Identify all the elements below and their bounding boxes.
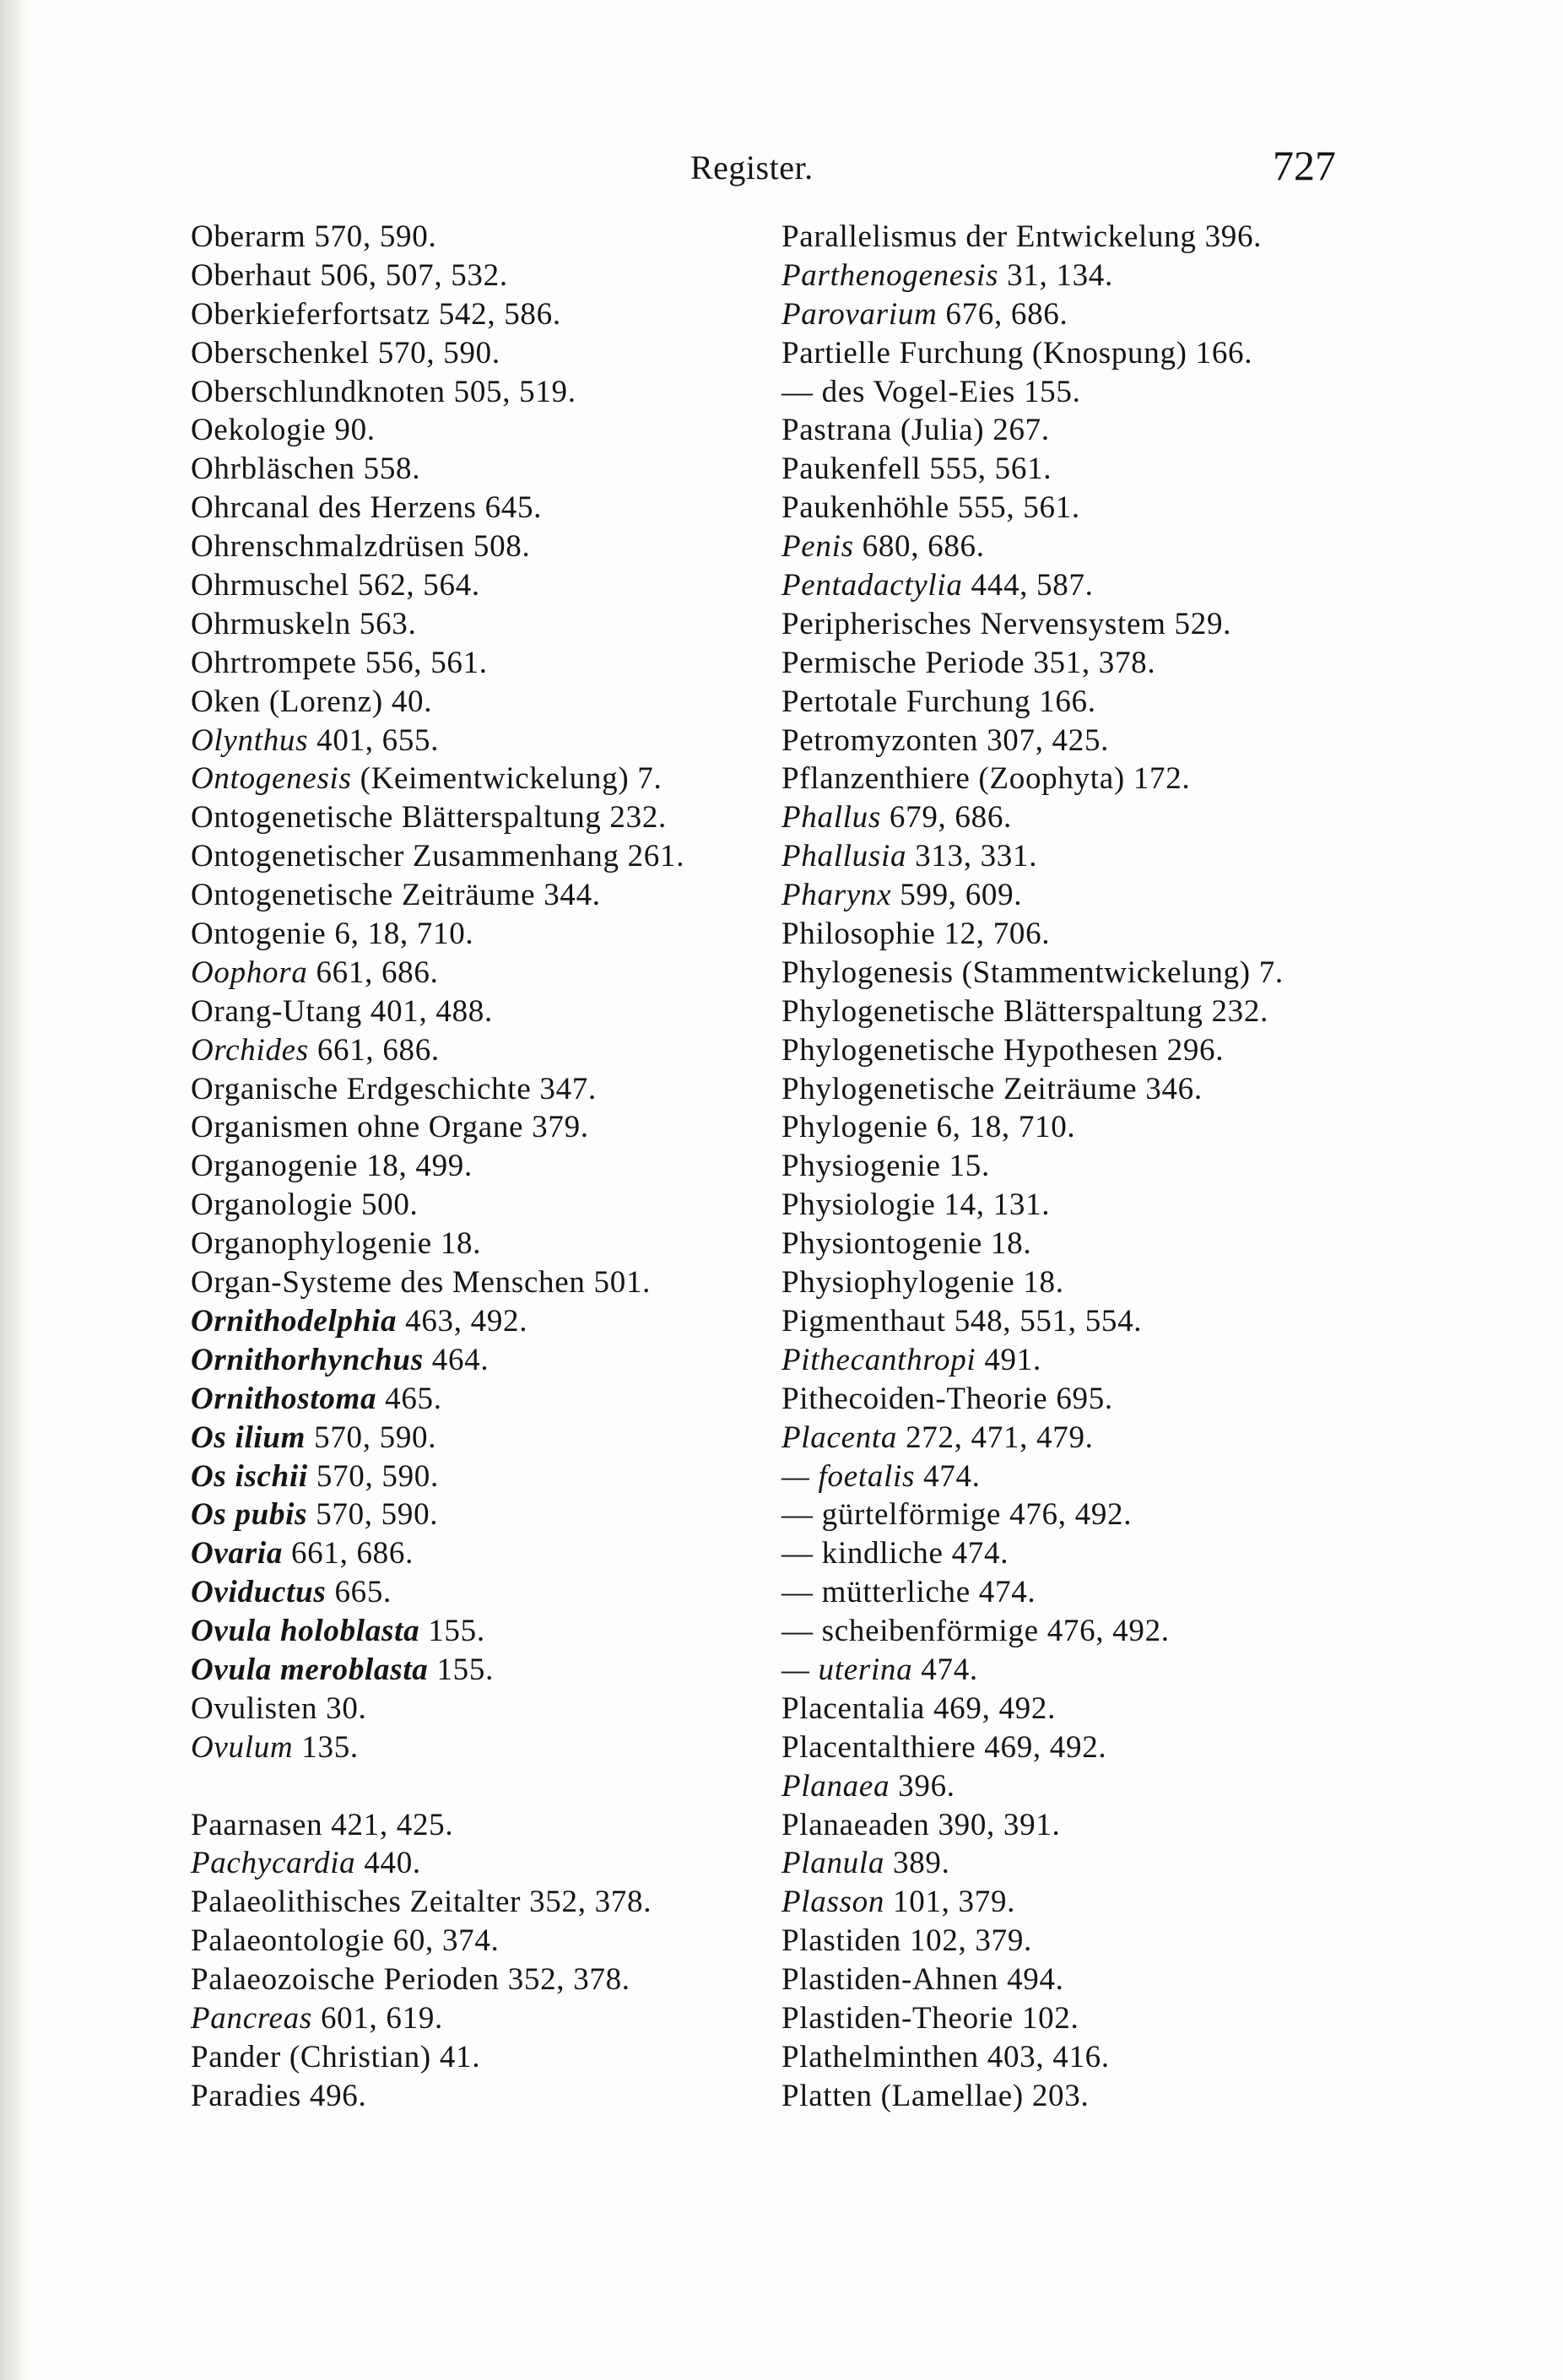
index-term: — mütterliche bbox=[782, 1575, 971, 1610]
index-page-refs: 307, 425. bbox=[987, 722, 1110, 758]
index-term: Pentadactylia bbox=[782, 568, 963, 603]
index-page-refs: 601, 619. bbox=[320, 2000, 443, 2036]
index-page-refs: 529. bbox=[1174, 606, 1232, 641]
index-page-refs: 346. bbox=[1145, 1071, 1203, 1106]
index-term: Physiogenie bbox=[782, 1149, 941, 1184]
index-page-refs: 403, 416. bbox=[987, 2039, 1110, 2074]
index-page-refs: 599, 609. bbox=[900, 878, 1023, 913]
index-entry bbox=[191, 1263, 798, 1302]
index-entry bbox=[191, 954, 798, 993]
index-page-refs: 6, 18, 710. bbox=[334, 917, 474, 952]
index-entry bbox=[782, 1806, 1389, 1845]
index-term: Palaeozoische Perioden bbox=[191, 1962, 500, 1998]
index-entry bbox=[782, 2077, 1389, 2116]
index-term: Ovula meroblasta bbox=[191, 1652, 429, 1687]
index-term: Oberkieferfortsatz bbox=[191, 296, 430, 332]
index-term: Platten (Lamellae) bbox=[782, 2078, 1024, 2113]
index-page-refs: (Keimentwickelung) 7. bbox=[360, 761, 663, 797]
index-page-refs: 401, 655. bbox=[316, 722, 440, 758]
index-page-refs: 18. bbox=[1023, 1265, 1064, 1301]
index-entry bbox=[191, 1225, 798, 1263]
index-entry bbox=[782, 1573, 1389, 1612]
index-entry bbox=[782, 1612, 1389, 1651]
index-page-refs: 562, 564. bbox=[357, 568, 480, 603]
index-page-refs: 508. bbox=[473, 529, 531, 565]
index-page-refs: 41. bbox=[439, 2039, 481, 2074]
index-term: Plathelminthen bbox=[782, 2039, 979, 2074]
index-page-refs: 272, 471, 479. bbox=[906, 1420, 1094, 1455]
index-term: Organismen ohne Organe bbox=[191, 1110, 524, 1145]
index-term: — des Vogel-Eies bbox=[782, 374, 1016, 409]
index-page-refs: 500. bbox=[360, 1187, 419, 1223]
index-entry bbox=[782, 373, 1389, 412]
index-entry bbox=[782, 1108, 1389, 1147]
index-term: Phylogenetische Hypothesen bbox=[782, 1032, 1159, 1068]
index-page-refs: 6, 18, 710. bbox=[936, 1110, 1076, 1145]
index-page-refs: 661, 686. bbox=[316, 1032, 440, 1068]
index-term: Olynthus bbox=[191, 722, 309, 758]
index-entry bbox=[782, 954, 1389, 993]
index-page-refs: 267. bbox=[992, 413, 1050, 448]
index-page-refs: 501. bbox=[593, 1265, 652, 1301]
index-term: Ontogenie bbox=[191, 917, 327, 952]
index-page-refs: 352, 378. bbox=[529, 1885, 652, 1920]
index-term: Oviductus bbox=[191, 1575, 327, 1610]
index-term: Plastiden-Theorie bbox=[782, 2000, 1014, 2036]
index-term: Oekologie bbox=[191, 413, 327, 448]
page-header bbox=[0, 139, 1563, 198]
index-page-refs: 18. bbox=[990, 1226, 1032, 1262]
index-page-refs: 463, 492. bbox=[405, 1303, 528, 1339]
index-term: Placentalthiere bbox=[782, 1729, 976, 1765]
index-entry bbox=[191, 760, 798, 798]
index-entry bbox=[782, 722, 1389, 760]
index-entry bbox=[191, 1496, 798, 1534]
index-letter-gap bbox=[191, 1767, 798, 1806]
index-page-refs: 474. bbox=[978, 1575, 1036, 1610]
index-term: Ontogenetische Blätterspaltung bbox=[191, 800, 602, 836]
index-term: Petromyzonten bbox=[782, 722, 979, 758]
index-page-refs: 18. bbox=[440, 1226, 482, 1262]
index-term: Parthenogenesis bbox=[782, 257, 999, 293]
index-entry bbox=[782, 798, 1389, 837]
index-entry bbox=[782, 1534, 1389, 1573]
index-entry bbox=[191, 373, 798, 412]
index-term: Organologie bbox=[191, 1187, 353, 1223]
index-entry bbox=[782, 334, 1389, 373]
index-term: Pachycardia bbox=[191, 1846, 356, 1881]
index-page-refs: 261. bbox=[627, 839, 685, 874]
index-term: Ohrbläschen bbox=[191, 452, 355, 487]
index-entry bbox=[191, 1108, 798, 1147]
index-page-refs: 203. bbox=[1031, 2078, 1090, 2113]
index-entry bbox=[191, 1806, 798, 1845]
index-term: Os pubis bbox=[191, 1497, 308, 1533]
index-term: — gürtelförmige bbox=[782, 1497, 1002, 1533]
index-entry bbox=[782, 1496, 1389, 1534]
index-term: Pharynx bbox=[782, 878, 892, 913]
index-entry bbox=[782, 1147, 1389, 1186]
index-entry bbox=[191, 1070, 798, 1109]
index-entry bbox=[191, 1690, 798, 1728]
index-term: Phallusia bbox=[782, 839, 907, 874]
index-page-refs: 476, 492. bbox=[1009, 1497, 1133, 1533]
index-page-refs: 494. bbox=[1007, 1962, 1064, 1998]
index-page-refs: 679, 686. bbox=[889, 800, 1012, 836]
index-entry bbox=[191, 295, 798, 334]
index-entry bbox=[782, 1651, 1389, 1690]
running-head: Register. bbox=[690, 149, 814, 187]
index-term: Pithecanthropi bbox=[782, 1342, 976, 1377]
index-entry bbox=[191, 1302, 798, 1341]
index-page-refs: 421, 425. bbox=[331, 1807, 454, 1842]
index-term: Placenta bbox=[782, 1420, 898, 1455]
index-term: Pflanzenthiere (Zoophyta) bbox=[782, 761, 1125, 797]
index-term: Ontogenesis bbox=[191, 761, 352, 797]
index-page-refs: 379. bbox=[532, 1110, 589, 1145]
index-term: Ovaria bbox=[191, 1536, 284, 1571]
index-entry bbox=[782, 566, 1389, 605]
index-page-refs: 695. bbox=[1056, 1381, 1113, 1416]
index-term: Palaeontologie bbox=[191, 1923, 385, 1959]
index-entry bbox=[782, 1961, 1389, 1999]
index-page-refs: 542, 586. bbox=[438, 296, 561, 332]
index-term: Paukenfell bbox=[782, 452, 922, 487]
index-term: Paarnasen bbox=[191, 1807, 323, 1842]
index-term: Parallelismus der Entwickelung bbox=[782, 219, 1197, 254]
index-page-refs: 60, 374. bbox=[392, 1923, 500, 1959]
index-page-refs: 548, 551, 554. bbox=[954, 1303, 1143, 1339]
index-term: Ohrcanal des Herzens bbox=[191, 490, 477, 526]
index-page-refs: 313, 331. bbox=[915, 839, 1038, 874]
index-term: Ornithodelphia bbox=[191, 1303, 398, 1339]
index-entry bbox=[782, 1186, 1389, 1225]
index-page-refs: 444, 587. bbox=[971, 568, 1094, 603]
index-page-refs: 389. bbox=[893, 1846, 950, 1881]
index-entry bbox=[782, 1419, 1389, 1458]
index-entry bbox=[782, 1302, 1389, 1341]
index-entry bbox=[782, 876, 1389, 915]
index-page-refs: 396. bbox=[898, 1768, 955, 1804]
index-entry bbox=[191, 218, 798, 257]
index-entry bbox=[782, 1999, 1389, 2038]
index-term: Ornithostoma bbox=[191, 1381, 377, 1416]
index-entry bbox=[782, 1263, 1389, 1302]
index-term: Philosophie bbox=[782, 917, 936, 952]
index-entry bbox=[782, 760, 1389, 798]
index-entry bbox=[191, 915, 798, 954]
index-term: Ontogenetische Zeiträume bbox=[191, 878, 536, 913]
index-page-refs: 496. bbox=[309, 2078, 367, 2113]
index-term: — uterina bbox=[782, 1652, 913, 1687]
index-page-refs: 351, 378. bbox=[1033, 645, 1156, 680]
index-entry bbox=[782, 1922, 1389, 1961]
index-entry bbox=[782, 1070, 1389, 1109]
index-term: Ornithorhynchus bbox=[191, 1342, 424, 1377]
index-page-refs: 14, 131. bbox=[944, 1187, 1051, 1223]
index-term: Plasson bbox=[782, 1885, 885, 1920]
index-term: Ovula holoblasta bbox=[191, 1614, 420, 1649]
index-term: Organogenie bbox=[191, 1149, 359, 1184]
index-entry bbox=[191, 1186, 798, 1225]
index-term: Pander (Christian) bbox=[191, 2039, 431, 2074]
index-entry bbox=[782, 295, 1389, 334]
index-page-refs: 474. bbox=[923, 1458, 981, 1494]
index-term: Oophora bbox=[191, 955, 308, 990]
index-term: Planula bbox=[782, 1846, 885, 1881]
index-term: Ohrenschmalzdrüsen bbox=[191, 529, 465, 565]
index-entry bbox=[191, 566, 798, 605]
index-page-refs: 661, 686. bbox=[316, 955, 439, 990]
index-entry bbox=[191, 605, 798, 644]
index-term: Oberhaut bbox=[191, 257, 312, 293]
index-term: Phallus bbox=[782, 800, 881, 836]
index-term: Paukenhöhle bbox=[782, 490, 949, 526]
index-page-refs: 102. bbox=[1021, 2000, 1079, 2036]
index-term: Peripherisches Nervensystem bbox=[782, 606, 1166, 641]
index-page-refs: 676, 686. bbox=[945, 296, 1068, 332]
index-entry bbox=[191, 993, 798, 1031]
index-page-refs: 166. bbox=[1195, 335, 1253, 371]
index-entry bbox=[782, 1844, 1389, 1883]
index-term: Phylogenetische Blätterspaltung bbox=[782, 993, 1203, 1029]
index-entry bbox=[191, 683, 798, 722]
index-page-refs: 390, 391. bbox=[938, 1807, 1061, 1842]
index-page-refs: 570, 590. bbox=[316, 1458, 439, 1494]
index-entry bbox=[191, 257, 798, 295]
index-entry bbox=[191, 1380, 798, 1419]
index-page-refs: 476, 492. bbox=[1047, 1614, 1170, 1649]
index-entry bbox=[191, 527, 798, 566]
index-entry bbox=[782, 411, 1389, 450]
index-entry bbox=[191, 798, 798, 837]
index-entry bbox=[191, 1844, 798, 1883]
index-entry bbox=[782, 683, 1389, 722]
index-page-refs: 396. bbox=[1204, 219, 1263, 254]
index-entry bbox=[782, 993, 1389, 1031]
index-entry bbox=[782, 218, 1389, 257]
index-term: Pithecoiden-Theorie bbox=[782, 1381, 1048, 1416]
index-entry bbox=[191, 1922, 798, 1961]
index-term: Planaea bbox=[782, 1768, 890, 1804]
index-entry bbox=[191, 2038, 798, 2077]
index-entry bbox=[782, 605, 1389, 644]
index-page-refs: 570, 590. bbox=[377, 335, 500, 371]
index-term: Planaeaden bbox=[782, 1807, 930, 1842]
index-entry bbox=[782, 257, 1389, 295]
index-page-refs: 232. bbox=[609, 800, 667, 836]
index-term: Ohrmuschel bbox=[191, 568, 349, 603]
index-entry bbox=[191, 1031, 798, 1070]
index-entry bbox=[191, 450, 798, 489]
index-term: Oberschlundknoten bbox=[191, 374, 446, 409]
index-entry bbox=[191, 722, 798, 760]
index-term: Placentalia bbox=[782, 1690, 926, 1726]
index-page-refs: 172. bbox=[1133, 761, 1191, 797]
index-page-refs: 155. bbox=[428, 1614, 485, 1649]
index-entry bbox=[782, 837, 1389, 876]
index-entry bbox=[191, 1961, 798, 1999]
index-page-refs: 556, 561. bbox=[365, 645, 488, 680]
index-entry bbox=[782, 1458, 1389, 1496]
index-entry bbox=[191, 837, 798, 876]
scan-page-edge bbox=[0, 0, 30, 2380]
index-page-refs: 232. bbox=[1211, 993, 1269, 1029]
index-entry bbox=[782, 489, 1389, 527]
index-term: Os ilium bbox=[191, 1420, 306, 1455]
index-entry bbox=[782, 1031, 1389, 1070]
index-page-refs: 570, 590. bbox=[314, 1420, 437, 1455]
index-term: Ohrmuskeln bbox=[191, 606, 351, 641]
index-page-refs: 558. bbox=[363, 452, 421, 487]
index-entry bbox=[191, 411, 798, 450]
index-term: Ovulum bbox=[191, 1729, 294, 1765]
index-term: Palaeolithisches Zeitalter bbox=[191, 1885, 522, 1920]
index-page-refs: 464. bbox=[431, 1342, 489, 1377]
index-page-refs: 352, 378. bbox=[507, 1962, 630, 1998]
index-page-refs: 491. bbox=[984, 1342, 1041, 1377]
index-term: — foetalis bbox=[782, 1458, 916, 1494]
index-page-refs: 665. bbox=[334, 1575, 392, 1610]
index-page-refs: 102, 379. bbox=[909, 1923, 1032, 1959]
index-page-refs: 563. bbox=[359, 606, 417, 641]
index-entry bbox=[191, 334, 798, 373]
index-term: Os ischii bbox=[191, 1458, 308, 1494]
index-page-refs: 680, 686. bbox=[862, 529, 985, 565]
index-term: Partielle Furchung (Knospung) bbox=[782, 335, 1187, 371]
index-term: Plastiden-Ahnen bbox=[782, 1962, 999, 1998]
index-term: Ovulisten bbox=[191, 1690, 318, 1726]
index-entry bbox=[191, 1999, 798, 2038]
index-term: Parovarium bbox=[782, 296, 938, 332]
index-term: Physiologie bbox=[782, 1187, 936, 1223]
index-term: Oken (Lorenz) bbox=[191, 684, 383, 719]
index-page-refs: 469, 492. bbox=[933, 1690, 1057, 1726]
index-page-refs: 155. bbox=[1023, 374, 1081, 409]
index-term: Phylogenesis (Stammentwickelung) bbox=[782, 955, 1251, 990]
index-page-refs: 505, 519. bbox=[453, 374, 576, 409]
index-page-refs: 440. bbox=[364, 1846, 421, 1881]
index-entry bbox=[191, 1419, 798, 1458]
index-page-refs: 155. bbox=[436, 1652, 495, 1687]
index-term: Organophylogenie bbox=[191, 1226, 432, 1262]
index-page-refs: 12, 706. bbox=[944, 917, 1051, 952]
index-entry bbox=[782, 1883, 1389, 1922]
index-entry bbox=[782, 527, 1389, 566]
index-page-refs: 15. bbox=[949, 1149, 990, 1184]
index-entry bbox=[191, 1573, 798, 1612]
index-entry bbox=[191, 1728, 798, 1767]
index-page-refs: 474. bbox=[921, 1652, 978, 1687]
index-page-refs: 555, 561. bbox=[929, 452, 1052, 487]
index-term: — kindliche bbox=[782, 1536, 944, 1571]
index-entry bbox=[782, 915, 1389, 954]
index-term: Organ-Systeme des Menschen bbox=[191, 1265, 586, 1301]
index-page-refs: 31, 134. bbox=[1007, 257, 1113, 293]
index-entry bbox=[782, 1728, 1389, 1767]
index-entry bbox=[191, 1147, 798, 1186]
index-entry bbox=[782, 2038, 1389, 2077]
index-term: Plastiden bbox=[782, 1923, 901, 1959]
index-page-refs: 101, 379. bbox=[893, 1885, 1016, 1920]
index-entry bbox=[782, 1225, 1389, 1263]
index-term: Permische Periode bbox=[782, 645, 1025, 680]
index-term: Oberschenkel bbox=[191, 335, 370, 371]
index-entry bbox=[782, 1341, 1389, 1380]
index-page-refs: 7. bbox=[1258, 955, 1284, 990]
index-term: Ohrtrompete bbox=[191, 645, 357, 680]
index-term: Penis bbox=[782, 529, 854, 565]
index-page-refs: 40. bbox=[391, 684, 433, 719]
index-entry bbox=[191, 1458, 798, 1496]
index-entry bbox=[191, 489, 798, 527]
index-page-refs: 296. bbox=[1166, 1032, 1225, 1068]
index-column-right bbox=[782, 218, 1389, 2116]
index-term: Physiophylogenie bbox=[782, 1265, 1015, 1301]
index-page-refs: 166. bbox=[1039, 684, 1096, 719]
index-page-refs: 570, 590. bbox=[316, 1497, 439, 1533]
index-entry bbox=[782, 450, 1389, 489]
index-entry bbox=[191, 1612, 798, 1651]
index-entry bbox=[782, 644, 1389, 683]
index-entry bbox=[191, 876, 798, 915]
index-page-refs: 465. bbox=[385, 1381, 442, 1416]
index-page-refs: 570, 590. bbox=[314, 219, 437, 254]
index-entry bbox=[191, 1534, 798, 1573]
index-term: Orang-Utang bbox=[191, 993, 362, 1029]
index-page-refs: 645. bbox=[484, 490, 543, 526]
index-entry bbox=[191, 1883, 798, 1922]
index-page-refs: 401, 488. bbox=[370, 993, 493, 1029]
index-entry bbox=[191, 1341, 798, 1380]
index-page-refs: 344. bbox=[544, 878, 601, 913]
index-entry bbox=[191, 644, 798, 683]
index-entry bbox=[191, 2077, 798, 2116]
index-page-refs: 135. bbox=[301, 1729, 359, 1765]
index-page-refs: 474. bbox=[951, 1536, 1009, 1571]
index-term: Paradies bbox=[191, 2078, 301, 2113]
index-term: Phylogenie bbox=[782, 1110, 928, 1145]
index-page-refs: 555, 561. bbox=[957, 490, 1080, 526]
index-page-refs: 30. bbox=[326, 1690, 367, 1726]
index-entry bbox=[782, 1767, 1389, 1806]
index-entry bbox=[782, 1380, 1389, 1419]
index-page-refs: 469, 492. bbox=[984, 1729, 1107, 1765]
index-column-left bbox=[191, 218, 798, 2116]
index-entry bbox=[782, 1690, 1389, 1728]
index-term: Pigmenthaut bbox=[782, 1303, 946, 1339]
page-number: 727 bbox=[1273, 142, 1336, 189]
index-page-refs: 18, 499. bbox=[366, 1149, 473, 1184]
index-term: Pancreas bbox=[191, 2000, 312, 2036]
index-term: Organische Erdgeschichte bbox=[191, 1071, 532, 1106]
index-term: Phylogenetische Zeiträume bbox=[782, 1071, 1138, 1106]
index-page-refs: 347. bbox=[539, 1071, 597, 1106]
index-term: Physiontogenie bbox=[782, 1226, 982, 1262]
index-term: Orchides bbox=[191, 1032, 309, 1068]
index-page-refs: 661, 686. bbox=[290, 1536, 414, 1571]
index-term: Pertotale Furchung bbox=[782, 684, 1031, 719]
index-page-refs: 90. bbox=[334, 413, 376, 448]
index-term: — scheibenförmige bbox=[782, 1614, 1039, 1649]
index-page-refs: 506, 507, 532. bbox=[320, 257, 508, 293]
index-term: Pastrana (Julia) bbox=[782, 413, 985, 448]
index-term: Ontogenetischer Zusammenhang bbox=[191, 839, 619, 874]
index-entry bbox=[191, 1651, 798, 1690]
index-term: Oberarm bbox=[191, 219, 306, 254]
